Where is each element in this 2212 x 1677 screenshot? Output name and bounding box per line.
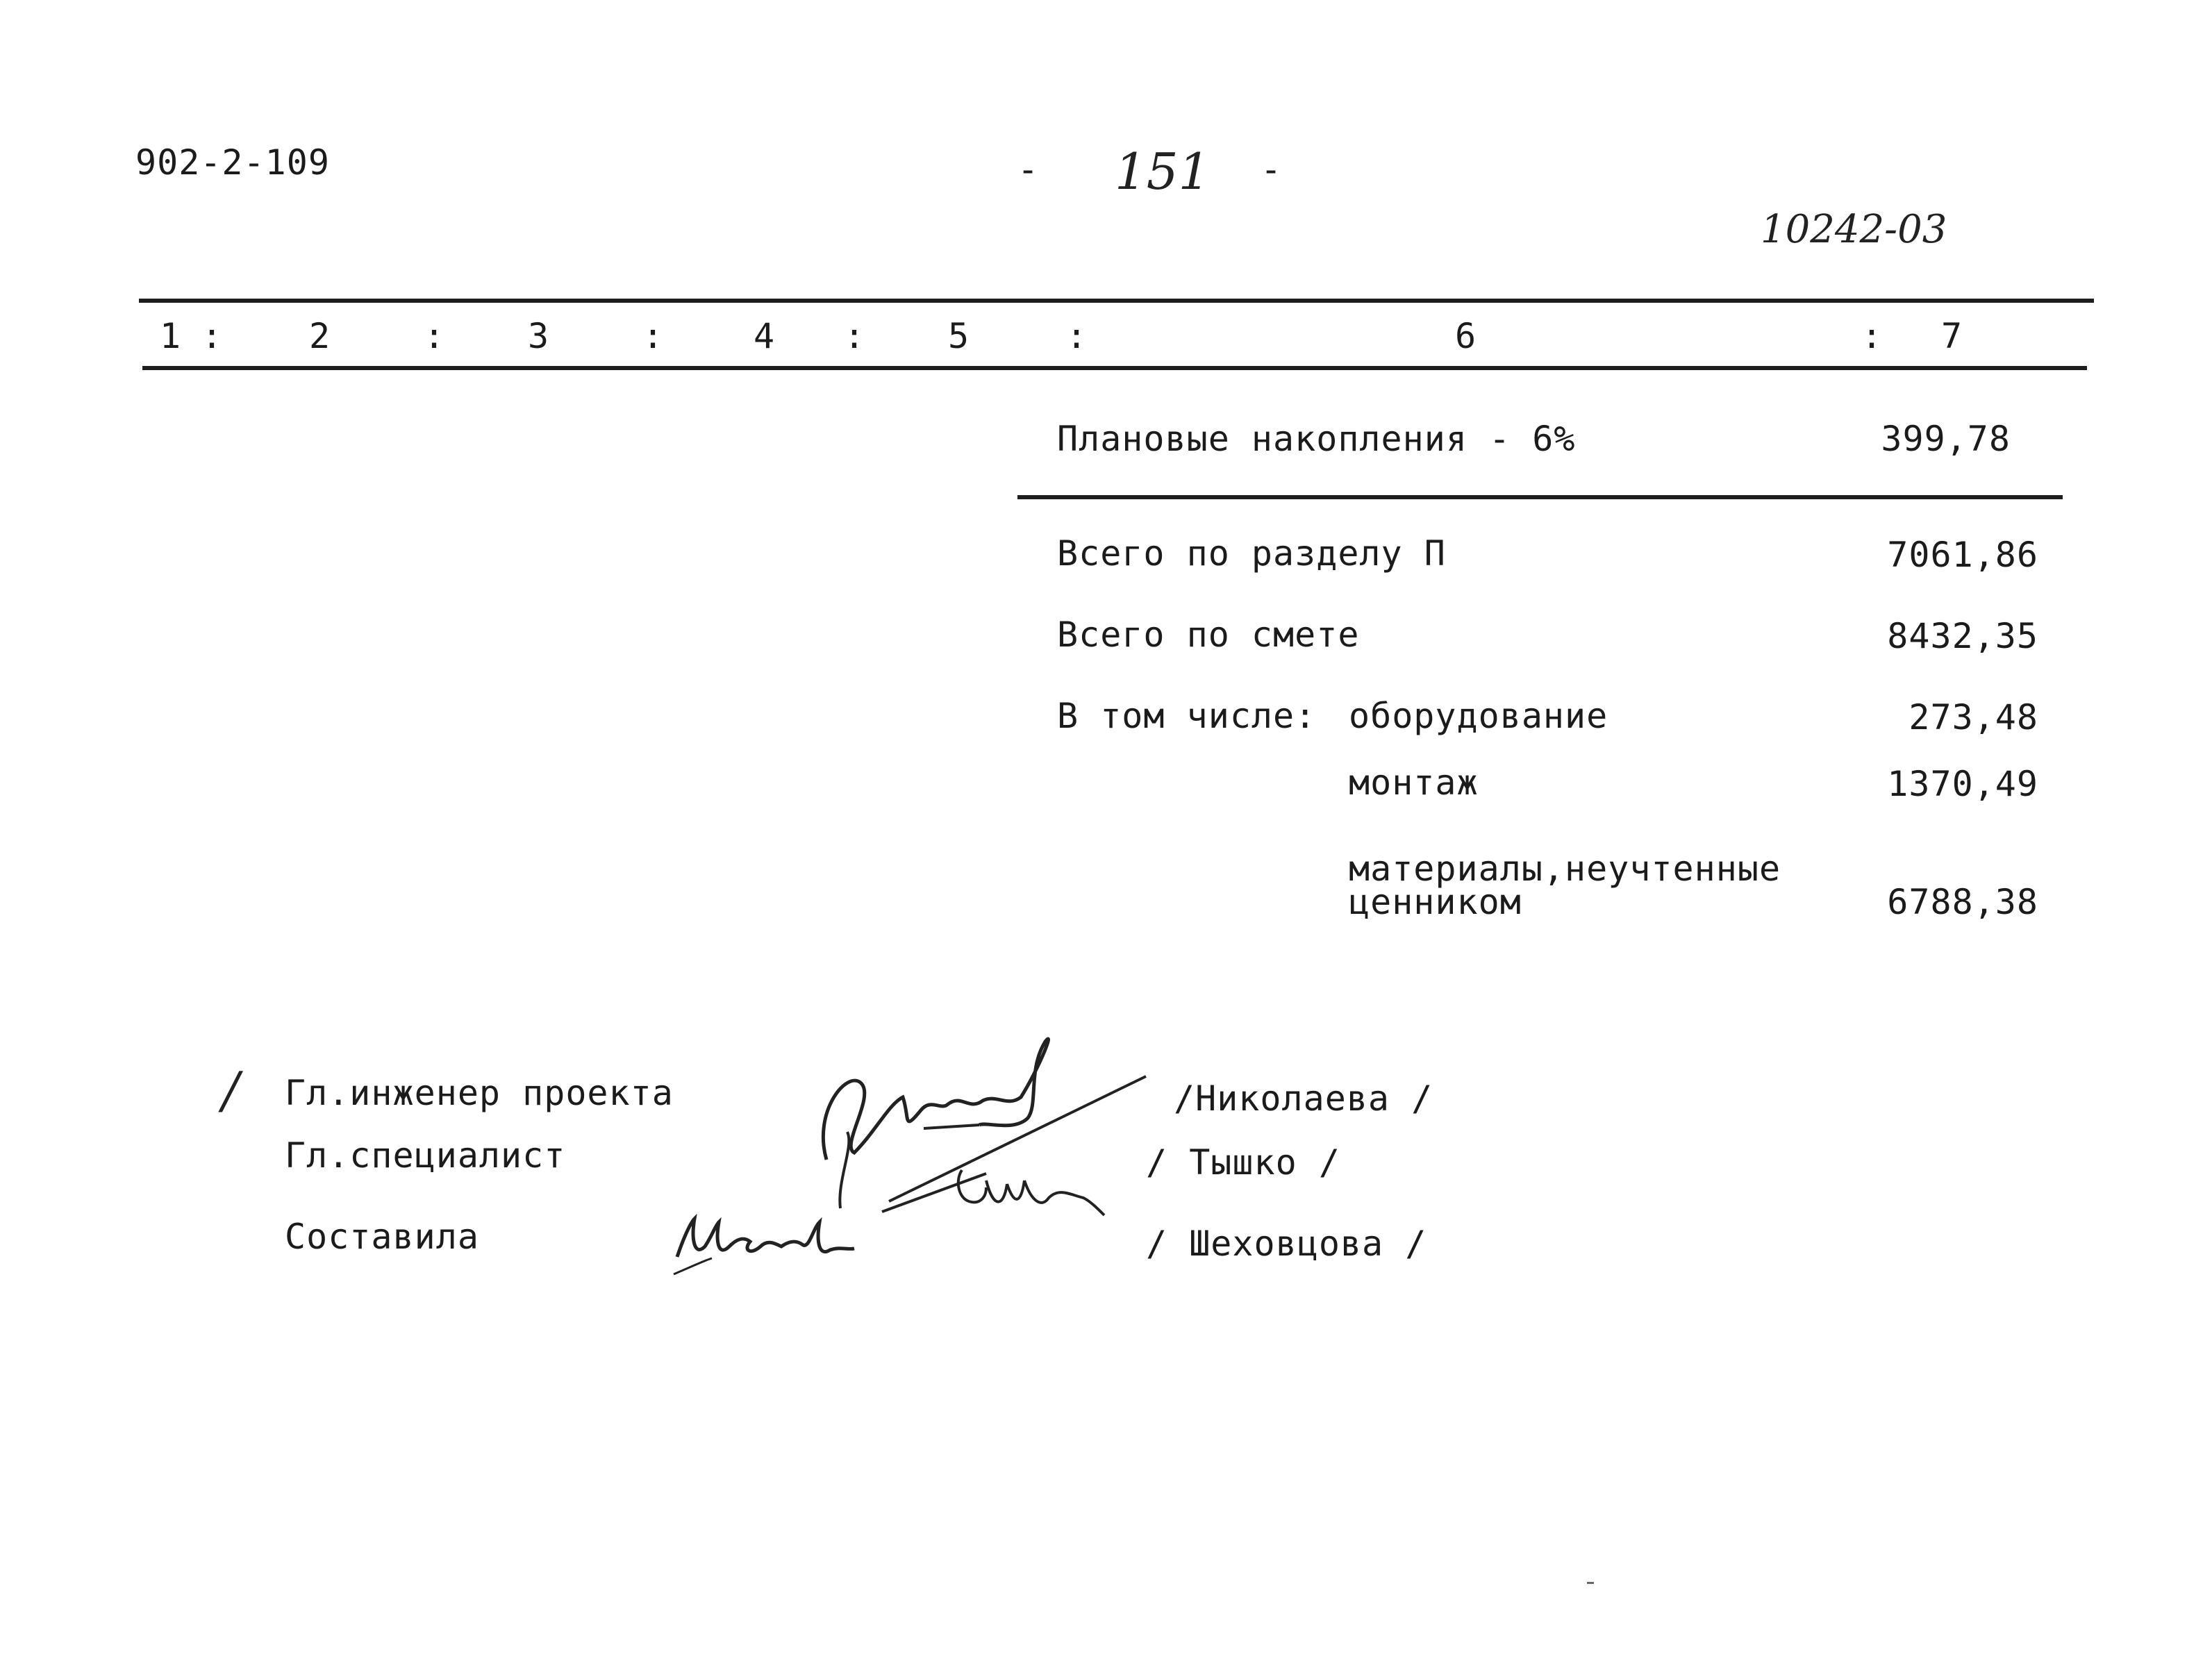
column-number: 2 [309, 316, 331, 356]
column-separator: : [1861, 316, 1883, 356]
column-number: 1 [160, 316, 181, 356]
column-number: 4 [754, 316, 775, 356]
subtotal-rule [1017, 495, 2063, 499]
compiler-role: Составила [285, 1217, 479, 1257]
section-total-label: Всего по разделу П [1057, 533, 1446, 574]
equipment-label: оборудование [1349, 696, 1608, 736]
column-separator: : [201, 316, 223, 356]
column-number: 6 [1455, 316, 1477, 356]
installation-label: монтаж [1349, 762, 1479, 803]
header-rule-bottom [142, 366, 2087, 370]
column-number: 7 [1941, 316, 1963, 356]
lead-slash: / [222, 1061, 240, 1119]
document-code: 902-2-109 [135, 142, 330, 183]
section-total-value: 7061,86 [1887, 535, 2038, 575]
estimate-total-value: 8432,35 [1887, 616, 2038, 656]
planned-savings-value: 399,78 [1881, 419, 2011, 459]
compiler-name: / Шеховцова / [1146, 1224, 1427, 1264]
sheet-reference: 10242-03 [1761, 207, 1947, 252]
column-separator: : [424, 316, 445, 356]
materials-value: 6788,38 [1887, 882, 2038, 922]
chief-specialist-role: Гл.специалист [285, 1135, 566, 1176]
column-separator: : [1066, 316, 1088, 356]
planned-savings-label: Плановые накопления - 6% [1057, 419, 1576, 459]
column-separator: : [844, 316, 865, 356]
materials-label-line2: ценником [1349, 882, 1522, 922]
equipment-value: 273,48 [1909, 697, 2038, 737]
header-rule-top [139, 299, 2094, 303]
column-number: 3 [528, 316, 549, 356]
column-separator: : [642, 316, 664, 356]
chief-specialist-name: / Тышко / [1146, 1142, 1340, 1183]
column-number: 5 [948, 316, 970, 356]
chief-engineer-role: Гл.инженер проекта [285, 1073, 674, 1113]
page-dash-left: - [1017, 149, 1040, 190]
scan-speck [1587, 1582, 1594, 1584]
estimate-total-label: Всего по смете [1057, 615, 1360, 655]
including-label: В том числе: [1057, 696, 1317, 736]
materials-label-line1: материалы,неучтенные [1349, 849, 1781, 889]
signature-chief-specialist [882, 1132, 1118, 1222]
page-dash-right: - [1261, 149, 1283, 190]
chief-engineer-name: /Николаева / [1174, 1078, 1433, 1119]
signature-compiler [670, 1208, 858, 1278]
page-number: 151 [1115, 142, 1211, 201]
installation-value: 1370,49 [1887, 764, 2038, 804]
